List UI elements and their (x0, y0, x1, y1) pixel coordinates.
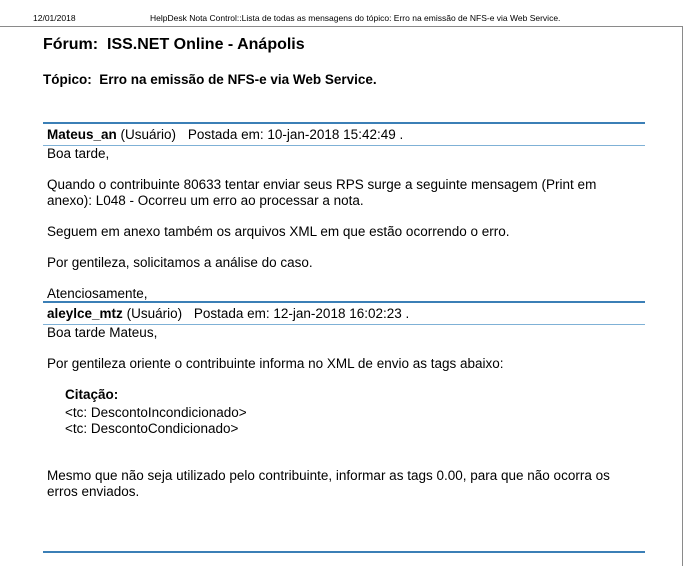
footer-divider (43, 551, 645, 553)
forum-name: ISS.NET Online - Anápolis (107, 36, 305, 53)
topic-title (43, 72, 377, 87)
topic-label: Tópico: (43, 72, 92, 87)
post-header (43, 122, 645, 146)
topic-name: Erro na emissão de NFS-e via Web Service. (99, 72, 377, 87)
post-paragraph: Por gentileza oriente o contribuinte informa no XML de envio as tags abaixo: (47, 356, 504, 371)
post-paragraph: Quando o contribuinte 80633 tentar enviar seus RPS surge a seguinte mensagem (Print em anexo): L048 - Ocorreu um erro ao processar a nota. (47, 177, 597, 208)
post-header (43, 301, 645, 325)
forum-title (43, 36, 305, 54)
post-author[interactable]: aleylce_mtz (47, 306, 123, 321)
post-timestamp: Postada em: 12-jan-2018 16:02:23 . (193, 306, 410, 321)
post-paragraph: Por gentileza, solicitamos a análise do caso. (47, 255, 313, 270)
quote-block (65, 387, 641, 437)
print-date: 12/01/2018 (33, 13, 76, 23)
post-body (43, 146, 645, 302)
quote-line: <tc: DescontoIncondicionado> (65, 405, 247, 420)
post-timestamp: Postada em: 10-jan-2018 15:42:49 . (187, 127, 404, 142)
post-greeting: Boa tarde, (47, 146, 110, 161)
post-closing: Atenciosamente, (47, 286, 148, 301)
post-author-role: (Usuário) (126, 306, 183, 321)
post-paragraph: Mesmo que não seja utilizado pelo contribuinte, informar as tags 0.00, para que não ocorra os erros enviados. (47, 468, 610, 499)
post-author-role: (Usuário) (120, 127, 177, 142)
quote-line: <tc: DescontoCondicionado> (65, 421, 239, 436)
post-body (43, 325, 645, 500)
post-author[interactable]: Mateus_an (47, 127, 117, 142)
print-title: HelpDesk Nota Control::Lista de todas as mensagens do tópico: Erro na emissão de NFS-e via Web Service. (150, 13, 561, 23)
post-greeting: Boa tarde Mateus, (47, 325, 158, 340)
post (43, 301, 645, 500)
forum-label: Fórum: (43, 36, 99, 53)
post (43, 122, 645, 302)
post-paragraph: Seguem em anexo também os arquivos XML em que estão ocorrendo o erro. (47, 224, 510, 239)
print-header (0, 0, 686, 26)
quote-title: Citação: (65, 387, 119, 402)
